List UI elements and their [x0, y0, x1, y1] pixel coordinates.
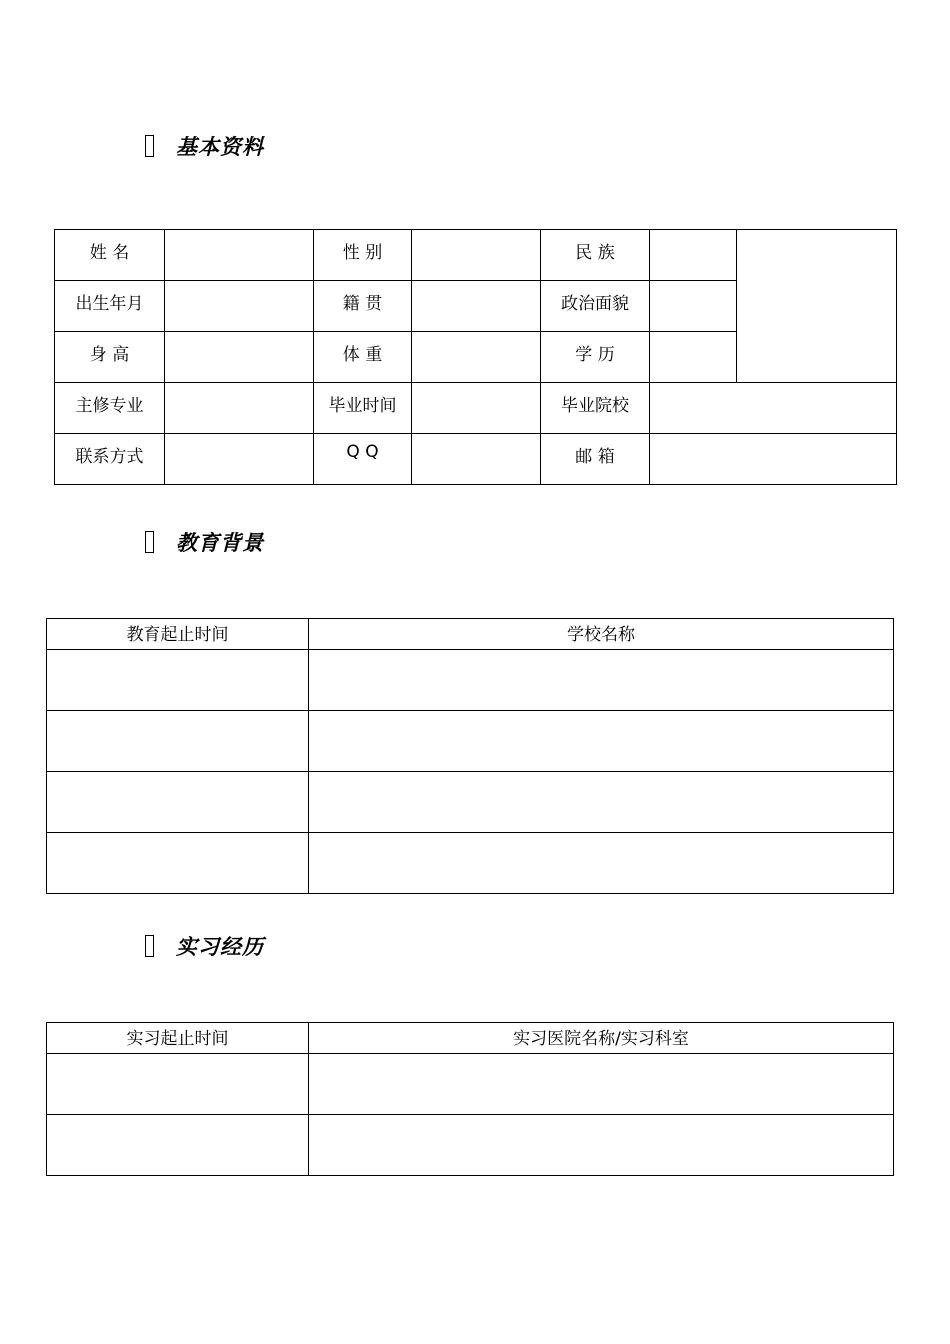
field-native-place[interactable]: [412, 281, 541, 332]
label-email: 邮 箱: [541, 434, 650, 485]
internship-period-cell[interactable]: [47, 1054, 309, 1115]
field-gender[interactable]: [412, 230, 541, 281]
label-major: 主修专业: [55, 383, 165, 434]
label-qq: Q Q: [314, 434, 412, 485]
table-row: [47, 772, 894, 833]
field-ethnicity[interactable]: [650, 230, 737, 281]
header-internship-period: 实习起止时间: [47, 1023, 309, 1054]
internship-table: [46, 1022, 894, 1176]
label-grad-school: 毕业院校: [541, 383, 650, 434]
table-row: [47, 650, 894, 711]
label-gender: 性 别: [314, 230, 412, 281]
table-row: [47, 1115, 894, 1176]
label-contact: 联系方式: [55, 434, 165, 485]
field-email[interactable]: [650, 434, 897, 485]
field-contact[interactable]: [165, 434, 314, 485]
field-major[interactable]: [165, 383, 314, 434]
table-row: [47, 711, 894, 772]
header-school-name: 学校名称: [309, 619, 894, 650]
label-birth: 出生年月: [55, 281, 165, 332]
internship-period-cell[interactable]: [47, 1115, 309, 1176]
field-weight[interactable]: [412, 332, 541, 383]
label-grad-time: 毕业时间: [314, 383, 412, 434]
field-political-status[interactable]: [650, 281, 737, 332]
bullet-box-icon: [145, 531, 154, 553]
section-title-education: [145, 527, 264, 557]
section-title-text: 实习经历: [176, 934, 264, 959]
label-political-status: 政治面貌: [541, 281, 650, 332]
table-row: [47, 833, 894, 894]
label-height: 身 高: [55, 332, 165, 383]
school-name-cell[interactable]: [309, 650, 894, 711]
field-education-level[interactable]: [650, 332, 737, 383]
education-period-cell[interactable]: [47, 772, 309, 833]
field-birth[interactable]: [165, 281, 314, 332]
label-ethnicity: 民 族: [541, 230, 650, 281]
header-education-period: 教育起止时间: [47, 619, 309, 650]
section-title-text: 教育背景: [176, 530, 264, 555]
hospital-department-cell[interactable]: [309, 1054, 894, 1115]
header-hospital-department: 实习医院名称/实习科室: [309, 1023, 894, 1054]
label-native-place: 籍 贯: [314, 281, 412, 332]
field-grad-school[interactable]: [650, 383, 897, 434]
field-height[interactable]: [165, 332, 314, 383]
section-title-internship: [145, 931, 264, 961]
section-title-basic: [145, 131, 264, 161]
education-table: [46, 618, 894, 894]
table-row: [47, 1054, 894, 1115]
education-period-cell[interactable]: [47, 650, 309, 711]
label-name: 姓 名: [55, 230, 165, 281]
bullet-box-icon: [145, 935, 154, 957]
field-grad-time[interactable]: [412, 383, 541, 434]
label-education-level: 学 历: [541, 332, 650, 383]
label-weight: 体 重: [314, 332, 412, 383]
bullet-box-icon: [145, 135, 154, 157]
school-name-cell[interactable]: [309, 711, 894, 772]
basic-info-table: [54, 229, 897, 485]
hospital-department-cell[interactable]: [309, 1115, 894, 1176]
section-title-text: 基本资料: [176, 134, 264, 159]
education-period-cell[interactable]: [47, 833, 309, 894]
field-qq[interactable]: [412, 434, 541, 485]
school-name-cell[interactable]: [309, 772, 894, 833]
school-name-cell[interactable]: [309, 833, 894, 894]
education-period-cell[interactable]: [47, 711, 309, 772]
field-name[interactable]: [165, 230, 314, 281]
photo-cell[interactable]: [737, 230, 897, 383]
